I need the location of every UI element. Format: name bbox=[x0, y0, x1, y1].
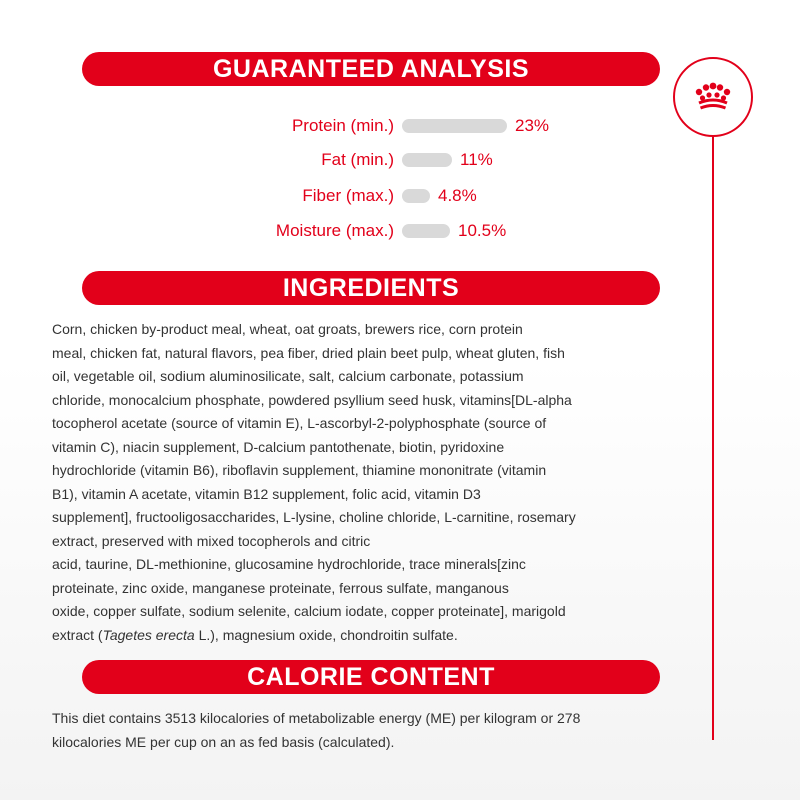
analysis-value: 23% bbox=[515, 116, 550, 135]
analysis-bar bbox=[402, 119, 507, 133]
analysis-label: Protein (min.) bbox=[291, 116, 394, 135]
ingredients-line: acid, taurine, DL-methionine, glucosamine hydrochloride, trace minerals[zinc bbox=[52, 556, 526, 572]
analysis-value: 11% bbox=[460, 150, 493, 169]
ingredients-line: vitamin C), niacin supplement, D-calcium pantothenate, biotin, pyridoxine bbox=[52, 438, 505, 455]
calorie-content-text bbox=[52, 707, 692, 754]
ingredients-line: proteinate, zinc oxide, manganese proteinate, ferrous sulfate, manganous bbox=[52, 579, 509, 596]
ingredients-line: Corn, chicken by-product meal, wheat, oat groats, brewers rice, corn protein bbox=[52, 321, 523, 337]
analysis-row-moisture bbox=[0, 219, 800, 243]
ingredients-line-last bbox=[52, 624, 680, 648]
ingredients-line: hydrochloride (vitamin B6), riboflavin supplement, thiamine mononitrate (vitamin bbox=[52, 462, 547, 478]
analysis-value: 4.8% bbox=[438, 186, 477, 205]
ingredients-last-prefix: extract ( bbox=[52, 626, 103, 643]
analysis-bar bbox=[402, 189, 430, 203]
ingredients-line: chloride, monocalcium phosphate, powdered psyllium seed husk, vitamins[DL-alpha bbox=[52, 391, 572, 408]
analysis-row-protein bbox=[0, 114, 800, 138]
ingredients-line: B1), vitamin A acetate, vitamin B12 supplement, folic acid, vitamin D3 bbox=[52, 485, 481, 502]
ingredients-line: extract, preserved with mixed tocopherols and citric bbox=[52, 532, 371, 549]
ingredients-species-name: Tagetes erecta bbox=[102, 626, 195, 643]
ingredients-text bbox=[52, 318, 680, 647]
calorie-content-heading: CALORIE CONTENT bbox=[82, 660, 660, 694]
analysis-label: Fiber (max.) bbox=[302, 186, 394, 205]
ingredients-line: supplement], fructooligosaccharides, L-lysine, choline chloride, L-carnitine, rosemary bbox=[52, 509, 576, 525]
analysis-label: Fat (min.) bbox=[321, 150, 394, 169]
calorie-line: This diet contains 3513 kilocalories of metabolizable energy (ME) per kilogram or 278 bbox=[52, 710, 581, 726]
ingredients-line: oxide, copper sulfate, sodium selenite, calcium iodate, copper proteinate], marigold bbox=[52, 603, 566, 619]
ingredients-line: tocopherol acetate (source of vitamin E), L-ascorbyl-2-polyphosphate (source of bbox=[52, 415, 547, 431]
ingredients-line: oil, vegetable oil, sodium aluminosilicate, salt, calcium carbonate, potassium bbox=[52, 368, 524, 384]
ingredients-heading: INGREDIENTS bbox=[82, 271, 660, 305]
analysis-row-fiber bbox=[0, 184, 800, 208]
analysis-bar bbox=[402, 153, 452, 167]
ingredients-line: meal, chicken fat, natural flavors, pea fiber, dried plain beet pulp, wheat gluten, fish bbox=[52, 344, 565, 361]
analysis-value: 10.5% bbox=[458, 221, 507, 240]
analysis-label: Moisture (max.) bbox=[275, 221, 394, 240]
ingredients-last-suffix: L.), magnesium oxide, chondroitin sulfate. bbox=[194, 626, 458, 643]
analysis-bar bbox=[402, 224, 450, 238]
calorie-line: kilocalories ME per cup on an as fed basis (calculated). bbox=[52, 733, 395, 750]
analysis-row-fat bbox=[0, 148, 800, 172]
guaranteed-analysis-heading: GUARANTEED ANALYSIS bbox=[82, 52, 660, 86]
